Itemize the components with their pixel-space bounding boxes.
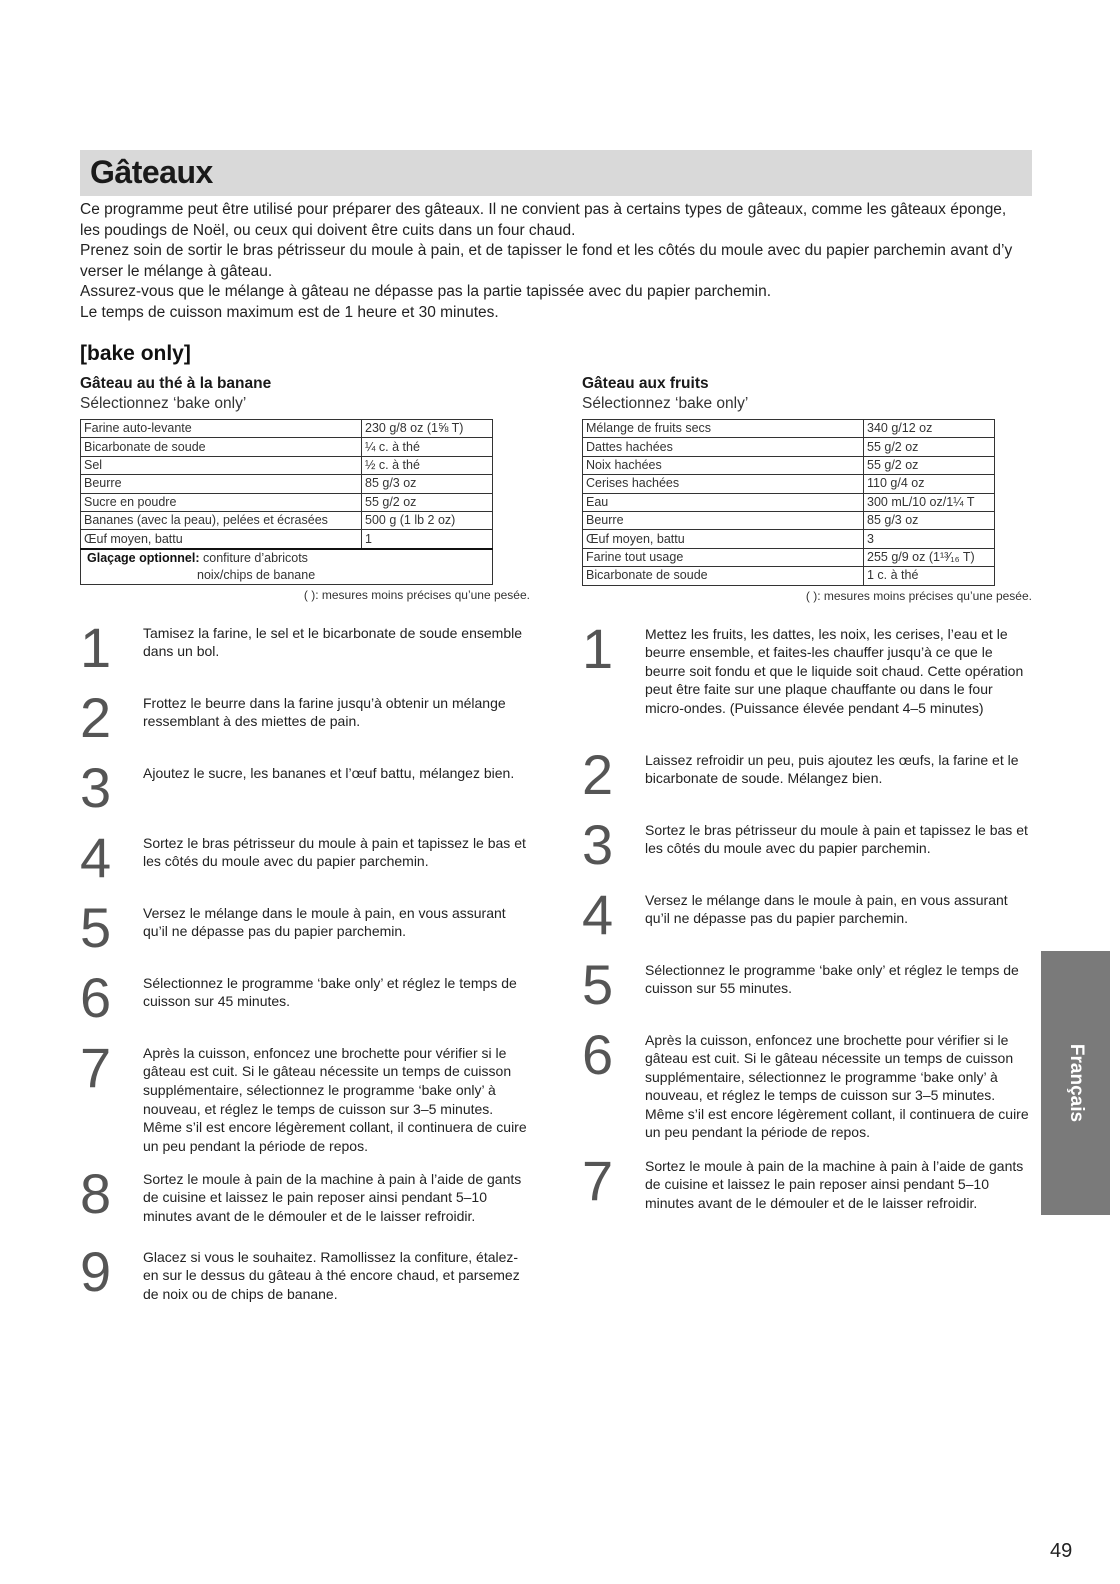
step	[582, 1148, 1037, 1231]
step-text: Mettez les fruits, les dattes, les noix, les cerises, l’eau et le beurre ensemble, et faites-les chauffer jusqu’à ce que le beurre soit fondu et que le liquide soit chaud. Cette opération peut être faite sur une plaque chauffante ou dans le four micro-ondes. (Puissance élevée pendant 4–5 minutes)	[645, 625, 1024, 716]
step	[582, 882, 1037, 957]
step-number: 9	[80, 1239, 112, 1303]
step	[80, 755, 535, 830]
ingredient-name: Beurre	[81, 475, 362, 493]
glaze-item: confiture d’abricots	[203, 550, 308, 565]
step	[582, 616, 1037, 747]
title-bar	[80, 150, 1032, 196]
step	[80, 1239, 535, 1314]
ingredient-row	[583, 567, 995, 585]
step-number: 1	[80, 615, 112, 679]
step	[582, 952, 1037, 1027]
ingredient-row	[81, 456, 493, 474]
step-number: 6	[582, 1022, 614, 1086]
ingredient-row	[81, 530, 493, 549]
step-text: Tamisez la farine, le sel et le bicarbonate de soude ensemble dans un bol.	[143, 624, 522, 660]
ingredients-table	[582, 419, 995, 586]
step-number: 5	[80, 895, 112, 959]
ingredient-row	[81, 438, 493, 456]
step-text: Versez le mélange dans le moule à pain, en vous assurant qu’il ne dépasse pas du papier parchemin.	[645, 891, 1008, 927]
measurement-note: ( ): mesures moins précises qu’une pesée.	[805, 588, 1032, 603]
ingredient-name: Bananes (avec la peau), pelées et écrasées	[81, 511, 362, 529]
recipe-subtitle: Sélectionnez ‘bake only’	[582, 395, 749, 412]
step-text: Sortez le bras pétrisseur du moule à pain et tapissez le bas et les côtés du moule avec du papier parchemin.	[143, 834, 526, 870]
ingredient-qty: 110 g/4 oz	[864, 475, 995, 493]
ingredient-qty: 1	[362, 530, 493, 549]
recipe-title: Gâteau aux fruits	[582, 375, 709, 392]
step-number: 5	[582, 952, 614, 1016]
step	[80, 895, 535, 970]
intro-text	[80, 200, 1030, 324]
step-text: Après la cuisson, enfoncez une brochette pour vérifier si le gâteau est cuit. Si le gâteau nécessite un temps de cuisson supplémentaire, sélectionnez le programme ‘bake only’ à nouveau, et réglez le temps de cuisson sur 3–5 minutes. Même s’il est encore légèrement collant, il continuera de cuire un peu pendant la période de repos.	[645, 1031, 1029, 1141]
ingredient-qty: 255 g/9 oz (1¹³⁄₁₆ T)	[864, 548, 995, 566]
step-text: Frottez le beurre dans la farine jusqu’à obtenir un mélange ressemblant à des miettes de pain.	[143, 694, 506, 730]
steps-list	[80, 615, 535, 1314]
intro-paragraph: Prenez soin de sortir le bras pétrisseur du moule à pain, et de tapisser le fond et les côtés du moule avec du papier parchemin avant d’y verser le mélange à gâteau.	[80, 242, 1013, 280]
ingredient-row	[81, 420, 493, 438]
ingredient-qty: 85 g/3 oz	[362, 475, 493, 493]
ingredient-qty: ½ c. à thé	[362, 456, 493, 474]
ingredient-qty: 55 g/2 oz	[362, 493, 493, 511]
intro-paragraph: Ce programme peut être utilisé pour préparer des gâteaux. Il ne convient pas à certains types de gâteaux, comme les gâteaux éponge, les poudings de Noël, ou ceux qui doivent être cuits dans un four chaud.	[80, 201, 1007, 239]
step-text: Sortez le moule à pain de la machine à pain à l’aide de gants de cuisine et laissez le pain reposer ainsi pendant 5–10 minutes avant de le démouler et de le laisser refroidir.	[143, 1170, 522, 1224]
intro-paragraph: Assurez-vous que le mélange à gâteau ne dépasse pas la partie tapissée avec du papier parchemin.	[80, 283, 772, 301]
glaze-cell	[81, 549, 493, 585]
step-number: 7	[80, 1035, 112, 1099]
ingredient-row	[583, 511, 995, 529]
ingredient-row	[583, 493, 995, 511]
ingredient-name: Bicarbonate de soude	[81, 438, 362, 456]
step-text: Après la cuisson, enfoncez une brochette pour vérifier si le gâteau est cuit. Si le gâteau nécessite un temps de cuisson supplémentaire, sélectionnez le programme ‘bake only’ à nouveau, et réglez le temps de cuisson sur 3–5 minutes. Même s’il est encore légèrement collant, il continuera de cuire un peu pendant la période de repos.	[143, 1044, 527, 1154]
step-text: Glacez si vous le souhaitez. Ramollissez la confiture, étalez-en sur le dessus du gâteau à thé encore chaud, et parsemez de noix ou de chips de banane.	[143, 1248, 520, 1302]
step-number: 1	[582, 616, 614, 680]
ingredient-row	[81, 475, 493, 493]
ingredient-name: Eau	[583, 493, 864, 511]
ingredient-name: Œuf moyen, battu	[81, 530, 362, 549]
ingredient-name: Beurre	[583, 511, 864, 529]
ingredient-name: Noix hachées	[583, 456, 864, 474]
ingredient-name: Farine auto-levante	[81, 420, 362, 438]
ingredient-row	[583, 420, 995, 438]
step-text: Sélectionnez le programme ‘bake only’ et réglez le temps de cuisson sur 55 minutes.	[645, 961, 1019, 997]
step-text: Versez le mélange dans le moule à pain, en vous assurant qu’il ne dépasse pas du papier parchemin.	[143, 904, 506, 940]
ingredient-row	[583, 530, 995, 548]
ingredient-name: Sucre en poudre	[81, 493, 362, 511]
step	[582, 742, 1037, 817]
ingredient-qty: 1 c. à thé	[864, 567, 995, 585]
page-title: Gâteaux	[90, 154, 213, 190]
ingredient-qty: 55 g/2 oz	[864, 456, 995, 474]
step-number: 2	[80, 685, 112, 749]
step-number: 3	[582, 812, 614, 876]
step-text: Sortez le moule à pain de la machine à pain à l’aide de gants de cuisine et laissez le pain reposer ainsi pendant 5–10 minutes avant de le démouler et de le laisser refroidir.	[645, 1157, 1024, 1211]
step-number: 4	[80, 825, 112, 889]
ingredient-qty: ¼ c. à thé	[362, 438, 493, 456]
ingredient-name: Mélange de fruits secs	[583, 420, 864, 438]
step-number: 2	[582, 742, 614, 806]
ingredient-name: Œuf moyen, battu	[583, 530, 864, 548]
ingredient-qty: 340 g/12 oz	[864, 420, 995, 438]
step-number: 3	[80, 755, 112, 819]
glaze-item: noix/chips de banane	[197, 567, 316, 582]
ingredient-qty: 3	[864, 530, 995, 548]
ingredient-name: Dattes hachées	[583, 438, 864, 456]
language-tab-label: Français	[1065, 1043, 1087, 1123]
recipe-fruit-cake	[582, 374, 1037, 1231]
ingredient-row	[583, 548, 995, 566]
ingredient-row	[583, 456, 995, 474]
ingredient-row	[583, 438, 995, 456]
step-number: 6	[80, 965, 112, 1029]
step	[80, 615, 535, 690]
ingredient-qty: 500 g (1 lb 2 oz)	[362, 511, 493, 529]
step-number: 4	[582, 882, 614, 946]
step	[582, 812, 1037, 887]
ingredient-name: Bicarbonate de soude	[583, 567, 864, 585]
ingredient-qty: 230 g/8 oz (1⅝ T)	[362, 420, 493, 438]
ingredient-row	[81, 493, 493, 511]
recipe-banana-tea-cake	[80, 374, 535, 1314]
ingredient-name: Farine tout usage	[583, 548, 864, 566]
step-number: 8	[80, 1161, 112, 1225]
step-number: 7	[582, 1148, 614, 1212]
step	[80, 685, 535, 760]
step	[80, 1035, 535, 1166]
step-text: Laissez refroidir un peu, puis ajoutez les œufs, la farine et le bicarbonate de soude. Mélangez bien.	[645, 751, 1019, 787]
step	[80, 1161, 535, 1244]
step-text: Sortez le bras pétrisseur du moule à pain et tapissez le bas et les côtés du moule avec du papier parchemin.	[645, 821, 1028, 857]
intro-paragraph: Le temps de cuisson maximum est de 1 heure et 30 minutes.	[80, 303, 499, 321]
page-number: 49	[1050, 1540, 1073, 1562]
ingredient-qty: 55 g/2 oz	[864, 438, 995, 456]
step	[80, 825, 535, 900]
glaze-label: Glaçage optionnel:	[87, 550, 200, 565]
step-text: Ajoutez le sucre, les bananes et l’œuf battu, mélangez bien.	[143, 764, 515, 781]
measurement-note: ( ): mesures moins précises qu’une pesée.	[303, 587, 530, 602]
step	[582, 1022, 1037, 1153]
ingredients-table	[80, 419, 493, 585]
ingredient-qty: 300 mL/10 oz/1¼ T	[864, 493, 995, 511]
language-tab	[1041, 951, 1110, 1215]
recipe-subtitle: Sélectionnez ‘bake only’	[80, 395, 247, 412]
ingredient-row	[81, 511, 493, 529]
ingredient-qty: 85 g/3 oz	[864, 511, 995, 529]
ingredient-name: Cerises hachées	[583, 475, 864, 493]
glaze-row	[81, 549, 493, 585]
ingredient-name: Sel	[81, 456, 362, 474]
steps-list	[582, 616, 1037, 1231]
step	[80, 965, 535, 1040]
step-text: Sélectionnez le programme ‘bake only’ et réglez le temps de cuisson sur 45 minutes.	[143, 974, 517, 1010]
section-heading: [bake only]	[80, 342, 191, 365]
recipe-title: Gâteau au thé à la banane	[80, 375, 272, 392]
ingredient-row	[583, 475, 995, 493]
